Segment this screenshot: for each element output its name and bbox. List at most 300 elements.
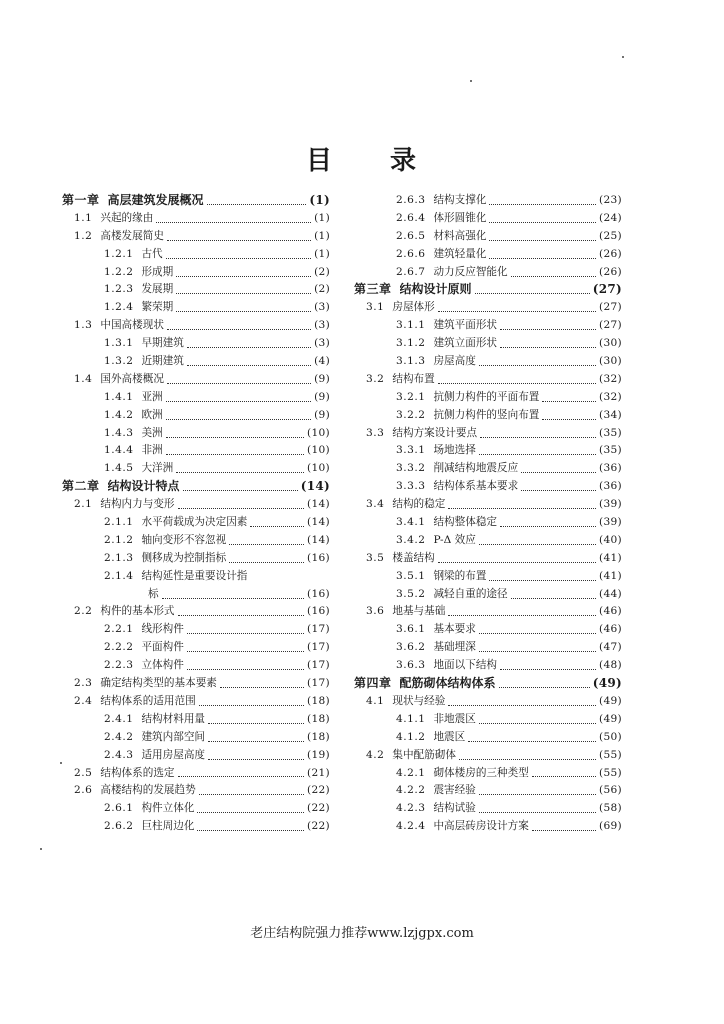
toc-leader-dots (489, 257, 596, 259)
toc-page-number: (30) (599, 337, 622, 350)
toc-leader-dots (187, 668, 304, 670)
toc-chapter-row (354, 281, 622, 299)
toc-entry-number: 1.4.2 (104, 408, 134, 421)
toc-entry-row (354, 496, 622, 514)
toc-entry-number: 1.4.5 (104, 462, 134, 475)
toc-entry-row (62, 657, 330, 675)
toc-entry-number: 1.3.1 (104, 337, 134, 350)
toc-entry-row (354, 550, 622, 568)
toc-entry-row (354, 639, 622, 657)
toc-entry-number: 2.4 (74, 694, 93, 707)
toc-entry-title: 建筑轻量化 (433, 247, 487, 260)
toc-entry-title: 高楼结构的发展趋势 (100, 784, 196, 797)
toc-page-number: (40) (599, 533, 622, 546)
toc-entry-row (62, 425, 330, 443)
toc-entry-title: 非洲 (141, 444, 163, 457)
toc-entry-row (354, 228, 622, 246)
toc-entry-number: 第二章 (62, 479, 100, 494)
toc-leader-dots (167, 328, 311, 330)
toc-entry-number: 1.1 (74, 211, 93, 224)
toc-entry-title: 结构材料用量 (141, 712, 206, 725)
toc-page-number: (26) (599, 265, 622, 278)
toc-entry-title: 建筑内部空间 (141, 730, 206, 743)
toc-entry-title: 立体构件 (141, 659, 184, 672)
toc-entry-title: 结构设计特点 (107, 479, 180, 494)
toc-entry-number: 3.3.2 (396, 462, 426, 475)
toc-leader-dots (499, 686, 590, 688)
toc-page-number: (36) (599, 462, 622, 475)
toc-entry-title: 结构体系基本要求 (433, 480, 519, 493)
toc-entry-title: 发展期 (141, 283, 174, 296)
toc-entry-row (62, 246, 330, 264)
toc-leader-dots (489, 221, 596, 223)
toc-page-number: (39) (599, 498, 622, 511)
toc-leader-dots (500, 525, 596, 527)
toc-leader-dots (166, 453, 304, 455)
toc-entry-row (62, 765, 330, 783)
toc-entry-row (354, 711, 622, 729)
toc-leader-dots (479, 632, 596, 634)
toc-page-number: (26) (599, 247, 622, 260)
toc-entry-row (354, 765, 622, 783)
toc-entry-title: 繁荣期 (141, 301, 174, 314)
toc-entry-title: 房屋高度 (433, 355, 476, 368)
toc-entry-row (62, 800, 330, 818)
toc-leader-dots (187, 364, 311, 366)
toc-entry-title: 轴向变形不容忽视 (141, 533, 227, 546)
toc-entry-number: 1.3 (74, 319, 93, 332)
toc-entry-row (354, 800, 622, 818)
toc-page-number: (1) (314, 247, 330, 260)
toc-page-number: (23) (599, 194, 622, 206)
toc-entry-title: 古代 (141, 247, 163, 260)
toc-entry-number: 1.2.2 (104, 265, 134, 278)
toc-leader-dots (197, 811, 304, 813)
toc-entry-row (62, 693, 330, 711)
toc-entry-title: 抗侧力构件的平面布置 (433, 390, 540, 403)
toc-entry-title: 结构布置 (392, 372, 435, 385)
toc-entry-row (354, 353, 622, 371)
toc-entry-row (62, 460, 330, 478)
toc-page-number: (55) (599, 766, 622, 779)
toc-leader-dots (475, 292, 590, 294)
toc-leader-dots (521, 471, 596, 473)
toc-entry-number: 2.5 (74, 766, 93, 779)
toc-leader-dots (199, 704, 304, 706)
toc-entry-number: 1.2.3 (104, 283, 134, 296)
toc-page-number: (27) (599, 301, 622, 314)
toc-entry-title: 地基与基础 (392, 605, 446, 618)
toc-entry-number: 2.2.1 (104, 623, 134, 636)
toc-entry-number: 1.4.1 (104, 390, 134, 403)
toc-right-column (354, 192, 622, 836)
toc-page-number: (9) (314, 390, 330, 403)
toc-entry-title: 基础埋深 (433, 641, 476, 654)
toc-entry-number: 2.2.2 (104, 641, 134, 654)
toc-page-number: (10) (307, 462, 330, 475)
toc-entry-row (354, 586, 622, 604)
toc-leader-dots (166, 436, 304, 438)
toc-entry-row (354, 657, 622, 675)
toc-entry-row (354, 389, 622, 407)
toc-leader-dots (197, 829, 304, 831)
toc-entry-number: 2.6.4 (396, 211, 426, 224)
toc-entry-row (354, 818, 622, 836)
toc-page-number: (1) (314, 211, 330, 224)
toc-page-number: (39) (599, 516, 622, 529)
toc-entry-number: 2.4.1 (104, 712, 134, 725)
toc-entry-title: 结构体系的选定 (100, 766, 175, 779)
toc-entry-row (354, 442, 622, 460)
toc-page-number: (2) (314, 283, 330, 296)
toc-page-number: (50) (599, 730, 622, 743)
toc-entry-row (62, 603, 330, 621)
toc-entry-title: 结构延性是重要设计指 (141, 569, 248, 582)
toc-page-number: (35) (599, 426, 622, 439)
toc-entry-row (354, 621, 622, 639)
toc-page-number: (30) (599, 355, 622, 368)
toc-entry-number: 2.6.1 (104, 802, 134, 815)
toc-entry-row (354, 407, 622, 425)
toc-leader-dots (489, 579, 596, 581)
toc-leader-dots (479, 793, 596, 795)
toc-entry-row (62, 711, 330, 729)
toc-leader-dots (229, 561, 304, 563)
toc-entry-number: 3.1.3 (396, 355, 426, 368)
toc-entry-number: 3.2.2 (396, 408, 426, 421)
toc-entry-row (62, 281, 330, 299)
toc-entry-row (62, 371, 330, 389)
toc-page-number: (47) (599, 641, 622, 654)
toc-entry-number: 2.6.3 (396, 194, 426, 206)
toc-entry-number: 1.2 (74, 229, 93, 242)
toc-page-number: (16) (307, 551, 330, 564)
toc-entry-row (62, 264, 330, 282)
toc-page-number: (41) (599, 551, 622, 564)
toc-entry-row (62, 228, 330, 246)
toc-entry-row (354, 317, 622, 335)
toc-leader-dots (500, 328, 596, 330)
toc-page-number: (49) (599, 712, 622, 725)
toc-entry-title: 欧洲 (141, 408, 163, 421)
toc-entry-row (62, 729, 330, 747)
toc-entry-title: 结构方案设计要点 (392, 426, 478, 439)
toc-page-number: (17) (307, 641, 330, 654)
toc-leader-dots (479, 811, 596, 813)
toc-leader-dots (479, 453, 596, 455)
toc-entry-number: 3.2 (366, 372, 385, 385)
toc-chapter-row (62, 192, 330, 210)
toc-leader-dots (500, 668, 596, 670)
toc-entry-title: 场地选择 (433, 444, 476, 457)
toc-entry-title: 早期建筑 (141, 337, 184, 350)
toc-page-number: (9) (314, 372, 330, 385)
toc-page-number: (22) (307, 820, 330, 833)
toc-leader-dots (479, 650, 596, 652)
toc-entry-title: 适用房屋高度 (141, 748, 206, 761)
toc-page-number: (14) (300, 479, 330, 494)
toc-entry-number: 1.2.1 (104, 247, 134, 260)
toc-leader-dots (542, 400, 596, 402)
scan-speck (622, 56, 624, 58)
toc-page-number: (3) (314, 301, 330, 314)
toc-page-number: (18) (307, 712, 330, 725)
toc-page-number: (4) (314, 355, 330, 368)
toc-page-number: (14) (307, 533, 330, 546)
toc-entry-row (62, 747, 330, 765)
toc-entry-number: 4.1.1 (396, 712, 426, 725)
toc-leader-dots (166, 257, 311, 259)
toc-entry-row (62, 621, 330, 639)
toc-entry-title: 近期建筑 (141, 355, 184, 368)
toc-entry-number: 3.4.2 (396, 533, 426, 546)
toc-entry-number: 1.4 (74, 372, 93, 385)
toc-entry-title: 线形构件 (141, 623, 184, 636)
toc-entry-number: 3.4 (366, 498, 385, 511)
toc-leader-dots (511, 275, 596, 277)
toc-entry-row (354, 425, 622, 443)
toc-page-number: (32) (599, 372, 622, 385)
toc-page-number: (16) (307, 587, 330, 600)
toc-leader-dots (500, 346, 596, 348)
toc-leader-dots (178, 775, 305, 777)
toc-entry-title: 建筑立面形状 (433, 337, 498, 350)
toc-entry-number: 1.4.3 (104, 426, 134, 439)
toc-entry-row (354, 729, 622, 747)
toc-entry-number: 2.1.3 (104, 551, 134, 564)
toc-chapter-row (354, 675, 622, 693)
toc-entry-title: 侧移成为控制指标 (141, 551, 227, 564)
scan-speck (40, 848, 42, 850)
toc-entry-row (354, 603, 622, 621)
toc-page-number: (44) (599, 587, 622, 600)
toc-entry-title: 结构试验 (433, 802, 476, 815)
toc-leader-dots (250, 525, 304, 527)
toc-entry-title: 震害经验 (433, 784, 476, 797)
toc-leader-dots (532, 829, 596, 831)
toc-page-number: (18) (307, 694, 330, 707)
toc-entry-number: 2.6 (74, 784, 93, 797)
toc-leader-dots (162, 597, 304, 599)
toc-entry-number: 2.2.3 (104, 659, 134, 672)
toc-page-number: (24) (599, 211, 622, 224)
toc-leader-dots (448, 704, 596, 706)
toc-page-number: (49) (592, 676, 622, 691)
toc-entry-title: 巨柱周边化 (141, 820, 195, 833)
toc-leader-dots (167, 239, 311, 241)
toc-entry-title: 配筋砌体结构体系 (399, 676, 496, 691)
toc-entry-row (354, 335, 622, 353)
toc-leader-dots (187, 650, 304, 652)
toc-entry-row (354, 693, 622, 711)
toc-entry-row (62, 407, 330, 425)
toc-entry-number: 2.6.5 (396, 229, 426, 242)
toc-leader-dots (178, 507, 305, 509)
toc-leader-dots (176, 292, 311, 294)
toc-entry-row (354, 210, 622, 228)
toc-entry-row (354, 747, 622, 765)
toc-entry-title: 高层建筑发展概况 (107, 193, 204, 207)
toc-leader-dots (479, 364, 596, 366)
toc-entry-row (354, 371, 622, 389)
toc-leader-dots (208, 758, 304, 760)
toc-leader-dots (511, 597, 596, 599)
toc-leader-dots (176, 310, 311, 312)
toc-entry-row (62, 532, 330, 550)
toc-entry-row (62, 586, 330, 604)
toc-entry-title: 体形圆锥化 (433, 211, 487, 224)
toc-entry-number: 第三章 (354, 282, 392, 297)
toc-entry-title: 砌体楼房的三种类型 (433, 766, 529, 779)
toc-leader-dots (542, 418, 596, 420)
toc-entry-number: 4.1 (366, 694, 385, 707)
toc-page-number: (49) (599, 694, 622, 707)
toc-entry-number: 3.6.1 (396, 623, 426, 636)
toc-entry-number: 3.3 (366, 426, 385, 439)
toc-page-number: (41) (599, 569, 622, 582)
toc-entry-title: 地震区 (433, 730, 466, 743)
toc-leader-dots (489, 203, 596, 205)
toc-leader-dots (156, 221, 311, 223)
toc-page-number: (1) (314, 229, 330, 242)
toc-leader-dots (187, 632, 304, 634)
toc-entry-number: 2.1.2 (104, 533, 134, 546)
toc-entry-title: 集中配筋砌体 (392, 748, 456, 761)
toc-entry-number: 4.2 (366, 748, 385, 761)
toc-page-number: (3) (314, 319, 330, 332)
toc-leader-dots (459, 758, 596, 760)
toc-page-number: (17) (307, 677, 330, 690)
toc-page-number: (69) (599, 820, 622, 833)
toc-leader-dots (479, 543, 596, 545)
toc-entry-title: 高楼发展简史 (100, 229, 164, 242)
toc-entry-row (62, 317, 330, 335)
toc-entry-number: 3.5 (366, 551, 385, 564)
toc-leader-dots (479, 722, 596, 724)
toc-leader-dots (448, 614, 596, 616)
toc-entry-row (354, 782, 622, 800)
toc-leader-dots (167, 382, 311, 384)
toc-entry-title: 构件的基本形式 (100, 605, 175, 618)
toc-page-number: (1) (309, 193, 330, 207)
toc-entry-title: 水平荷载成为决定因素 (141, 516, 248, 529)
toc-entry-number: 3.6.2 (396, 641, 426, 654)
toc-entry-number: 3.4.1 (396, 516, 426, 529)
toc-entry-number: 4.2.2 (396, 784, 426, 797)
toc-entry-row (354, 264, 622, 282)
toc-entry-title: 结构的稳定 (392, 498, 446, 511)
toc-page-number: (17) (307, 623, 330, 636)
toc-entry-title: 楼盖结构 (392, 551, 435, 564)
toc-leader-dots (166, 400, 311, 402)
toc-leader-dots (208, 722, 304, 724)
toc-entry-number: 2.6.7 (396, 265, 426, 278)
footer-note: 老庄结构院强力推荐www.lzjgpx.com (250, 926, 474, 941)
toc-entry-number: 2.2 (74, 605, 93, 618)
toc-entry-row (354, 478, 622, 496)
toc-page-number: (10) (307, 426, 330, 439)
toc-entry-number: 3.5.1 (396, 569, 426, 582)
toc-entry-title: 标 (148, 587, 159, 600)
toc-entry-title: P-Δ 效应 (433, 533, 476, 546)
toc-page-number: (21) (307, 766, 330, 779)
toc-entry-title: 减轻自重的途径 (433, 587, 508, 600)
toc-entry-number: 3.1.1 (396, 319, 426, 332)
toc-leader-dots (532, 775, 596, 777)
toc-entry-number: 第一章 (62, 193, 100, 207)
toc-entry-number: 3.5.2 (396, 587, 426, 600)
toc-leader-dots (438, 310, 596, 312)
toc-page-number: (9) (314, 408, 330, 421)
toc-leader-dots (183, 489, 298, 491)
toc-entry-title: 房屋体形 (392, 301, 435, 314)
toc-entry-row (62, 335, 330, 353)
toc-leader-dots (199, 793, 304, 795)
toc-entry-number: 第四章 (354, 676, 392, 691)
toc-leader-dots (176, 275, 311, 277)
toc-entry-row (354, 460, 622, 478)
toc-entry-title: 材料高强化 (433, 229, 487, 242)
toc-page-number: (14) (307, 498, 330, 511)
toc-page-number: (32) (599, 390, 622, 403)
page-title (0, 140, 724, 177)
toc-entry-number: 2.3 (74, 677, 93, 690)
toc-leader-dots (207, 203, 307, 205)
toc-entry-number: 2.1.1 (104, 516, 134, 529)
toc-entry-title: 结构整体稳定 (433, 516, 498, 529)
toc-entry-title: 确定结构类型的基本要素 (100, 677, 217, 690)
toc-chapter-row (62, 478, 330, 496)
toc-page-number: (22) (307, 784, 330, 797)
toc-leader-dots (176, 471, 304, 473)
toc-page-number: (18) (307, 730, 330, 743)
toc-entry-row (354, 568, 622, 586)
toc-leader-dots (220, 686, 304, 688)
toc-page-number: (2) (314, 265, 330, 278)
toc-entry-number: 2.6.2 (104, 820, 134, 833)
toc-page-number: (16) (307, 605, 330, 618)
toc-entry-row (62, 675, 330, 693)
toc-leader-dots (187, 346, 311, 348)
toc-leader-dots (468, 740, 596, 742)
scan-speck (470, 80, 472, 82)
toc-entry-title: 抗侧力构件的竖向布置 (433, 408, 540, 421)
toc-leader-dots (448, 507, 596, 509)
toc-entry-title: 大洋洲 (141, 462, 174, 475)
toc-page-number: (55) (599, 748, 622, 761)
toc-entry-row (62, 568, 330, 586)
toc-page-number: (27) (592, 282, 622, 297)
toc-entry-number: 3.1.2 (396, 337, 426, 350)
toc-entry-title: 平面构件 (141, 641, 184, 654)
toc-entry-number: 1.3.2 (104, 355, 134, 368)
toc-entry-title: 削减结构地震反应 (433, 462, 519, 475)
toc-entry-row (62, 210, 330, 228)
toc-entry-title: 国外高楼概况 (100, 372, 164, 385)
scan-speck (60, 762, 62, 764)
toc-entry-number: 3.6.3 (396, 659, 426, 672)
toc-entry-title: 美洲 (141, 426, 163, 439)
toc-entry-row (354, 246, 622, 264)
toc-page-number: (22) (307, 802, 330, 815)
toc-entry-title: 非地震区 (433, 712, 476, 725)
toc-entry-title: 地面以下结构 (433, 659, 498, 672)
toc-leader-dots (229, 543, 304, 545)
toc-entry-title: 动力反应智能化 (433, 265, 508, 278)
toc-entry-title: 结构设计原则 (399, 282, 472, 297)
toc-entry-row (62, 639, 330, 657)
toc-page-number: (46) (599, 605, 622, 618)
